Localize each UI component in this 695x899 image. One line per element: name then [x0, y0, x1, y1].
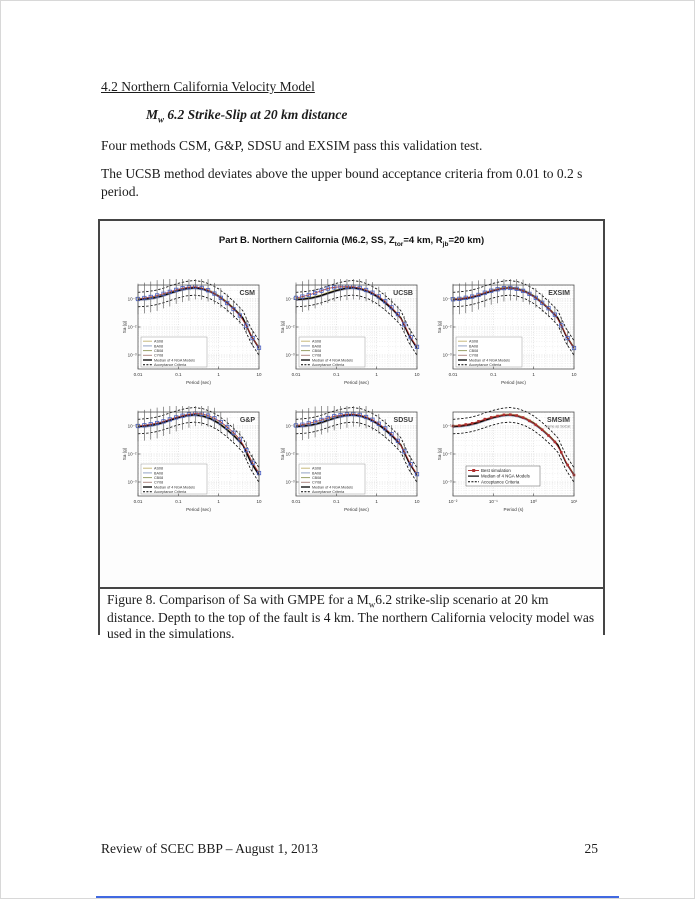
- section-heading: 4.2 Northern California Velocity Model: [101, 79, 315, 94]
- svg-text:0.1: 0.1: [175, 372, 182, 377]
- svg-text:10⁻²: 10⁻²: [127, 451, 137, 457]
- svg-text:10: 10: [414, 372, 420, 377]
- svg-text:Period (sec): Period (sec): [501, 380, 526, 385]
- svg-text:1: 1: [217, 499, 220, 504]
- svg-text:Sa (g): Sa (g): [280, 447, 285, 461]
- svg-text:0.1: 0.1: [333, 499, 340, 504]
- footer-text: Review of SCEC BBP – August 1, 2013: [101, 841, 319, 856]
- svg-text:Median of 4 NGA Models: Median of 4 NGA Models: [312, 358, 353, 363]
- svg-text:10⁻³: 10⁻³: [285, 479, 295, 485]
- svg-text:Period (sec): Period (sec): [186, 507, 211, 512]
- paragraph-pass-methods: Four methods CSM, G&P, SDSU and EXSIM pass this validation test.: [101, 138, 483, 153]
- svg-text:10⁻³: 10⁻³: [127, 352, 137, 358]
- svg-text:10⁰: 10⁰: [530, 499, 538, 504]
- svg-text:1: 1: [375, 499, 378, 504]
- svg-text:10⁻²: 10⁻²: [442, 324, 452, 330]
- svg-text:AS08: AS08: [154, 466, 164, 471]
- figure-internal-title: Part B. Northern California (M6.2, SS, $Z_{tor}=4$ km, $R_{jb}=20$ km): [218, 235, 485, 248]
- svg-text:CY08: CY08: [469, 353, 479, 358]
- svg-text:0.01: 0.01: [291, 372, 301, 377]
- svg-text:Sa (g): Sa (g): [280, 320, 285, 334]
- svg-text:EXSIM: EXSIM: [548, 290, 570, 297]
- svg-text:CB08: CB08: [469, 349, 479, 353]
- svg-text:10: 10: [256, 499, 262, 504]
- svg-text:SMSIM: SMSIM: [547, 417, 570, 424]
- svg-text:Period (sec): Period (sec): [186, 380, 211, 385]
- svg-text:10⁻¹: 10⁻¹: [127, 423, 137, 429]
- subplot-ucsb: [266, 279, 424, 391]
- svg-text:CY08: CY08: [312, 353, 322, 358]
- subscript-tor: tor: [394, 240, 404, 248]
- page-footer: [101, 841, 598, 857]
- svg-text:10⁻³: 10⁻³: [442, 352, 452, 358]
- figure-8-box: [98, 219, 605, 641]
- svg-text:Acceptance Criteria: Acceptance Criteria: [154, 490, 187, 495]
- svg-text:Median of 4 NGA Models: Median of 4 NGA Models: [154, 358, 195, 363]
- svg-text:Sa (g): Sa (g): [437, 320, 442, 334]
- svg-text:10¹: 10¹: [570, 499, 578, 504]
- svg-text:Median of 4 NGA Models: Median of 4 NGA Models: [481, 473, 530, 479]
- figure-caption: Figure 8. Comparison of Sa with GMPE for a $M_w6.2$ strike-slip scenario at 20 km distance. Depth to the top of the fault is 4 km. The northern California velocity model was used in the simulations.: [100, 587, 603, 635]
- svg-text:Acceptance Criteria: Acceptance Criteria: [469, 363, 502, 368]
- svg-text:10⁻¹: 10⁻¹: [127, 296, 137, 302]
- svg-text:10: 10: [571, 372, 577, 377]
- svg-text:10⁻²: 10⁻²: [448, 499, 458, 504]
- svg-text:10⁻²: 10⁻²: [285, 324, 295, 330]
- svg-text:Best simulation: Best simulation: [481, 468, 511, 474]
- svg-text:0.01: 0.01: [133, 372, 143, 377]
- svg-text:Period (sec): Period (sec): [344, 507, 369, 512]
- svg-text:Median of 4 NGA Models: Median of 4 NGA Models: [312, 485, 353, 490]
- svg-text:BA08: BA08: [154, 471, 164, 476]
- page-number: 25: [584, 841, 598, 856]
- svg-text:Acceptance Criteria: Acceptance Criteria: [312, 363, 345, 368]
- subplot-exsim: [423, 279, 581, 391]
- svg-text:10⁻¹: 10⁻¹: [442, 423, 452, 429]
- svg-text:Acceptance Criteria: Acceptance Criteria: [481, 479, 520, 485]
- svg-text:Median of 4 NGA Models: Median of 4 NGA Models: [154, 485, 195, 490]
- paragraph-ucsb-deviation: The UCSB method deviates above the upper bound acceptance criteria from 0.01 to 0.2 s period.: [101, 166, 583, 200]
- svg-text:10: 10: [414, 499, 420, 504]
- svg-text:BA08: BA08: [154, 344, 164, 349]
- svg-text:CB08: CB08: [312, 349, 322, 353]
- svg-text:AS08: AS08: [154, 339, 164, 344]
- svg-text:Sa (g): Sa (g): [122, 320, 127, 334]
- svg-text:0.1: 0.1: [490, 372, 497, 377]
- svg-text:0.01: 0.01: [133, 499, 143, 504]
- svg-text:1: 1: [217, 372, 220, 377]
- svg-text:SDSU: SDSU: [393, 417, 413, 424]
- svg-text:CY08: CY08: [154, 480, 164, 485]
- svg-text:Sa (g): Sa (g): [122, 447, 127, 461]
- subscript-w: w: [158, 114, 165, 125]
- svg-text:Acceptance Criteria: Acceptance Criteria: [154, 363, 187, 368]
- svg-text:10⁻²: 10⁻²: [127, 324, 137, 330]
- svg-text:CSM: CSM: [239, 290, 255, 297]
- svg-text:10⁻²: 10⁻²: [285, 451, 295, 457]
- svg-text:10⁻¹: 10⁻¹: [285, 296, 295, 302]
- svg-text:10⁻¹: 10⁻¹: [442, 296, 452, 302]
- svg-text:same as SoCal: same as SoCal: [545, 424, 570, 429]
- svg-text:10⁻¹: 10⁻¹: [488, 499, 498, 504]
- svg-text:10⁻³: 10⁻³: [127, 479, 137, 485]
- svg-text:CY08: CY08: [312, 480, 322, 485]
- subplot-smsim: [423, 406, 581, 518]
- svg-text:10⁻³: 10⁻³: [442, 479, 452, 485]
- svg-text:BA08: BA08: [312, 344, 322, 349]
- svg-text:UCSB: UCSB: [393, 290, 413, 297]
- svg-text:Period (s): Period (s): [503, 507, 524, 512]
- subscript-w: w: [368, 599, 376, 610]
- scenario-subheading: $M_w$ 6.2 Strike-Slip at 20 km distance: [146, 107, 348, 125]
- svg-text:10⁻¹: 10⁻¹: [285, 423, 295, 429]
- svg-text:G&P: G&P: [239, 417, 255, 424]
- svg-text:1: 1: [375, 372, 378, 377]
- subplot-csm: [108, 279, 266, 391]
- svg-text:BA08: BA08: [469, 344, 479, 349]
- svg-text:CB08: CB08: [154, 349, 164, 353]
- svg-text:10⁻²: 10⁻²: [442, 451, 452, 457]
- svg-text:10⁻³: 10⁻³: [285, 352, 295, 358]
- svg-text:10: 10: [256, 372, 262, 377]
- svg-text:0.01: 0.01: [291, 499, 301, 504]
- svg-text:Sa (g): Sa (g): [437, 447, 442, 461]
- bottom-blue-strip: [96, 896, 619, 898]
- svg-text:Median of 4 NGA Models: Median of 4 NGA Models: [469, 358, 510, 363]
- subplot-gp: [108, 406, 266, 518]
- subplot-sdsu: [266, 406, 424, 518]
- svg-text:Acceptance Criteria: Acceptance Criteria: [312, 490, 345, 495]
- svg-text:AS08: AS08: [312, 339, 322, 344]
- svg-text:CY08: CY08: [154, 353, 164, 358]
- svg-text:BA08: BA08: [312, 471, 322, 476]
- svg-text:Period (sec): Period (sec): [344, 380, 369, 385]
- svg-text:AS08: AS08: [469, 339, 479, 344]
- subscript-jb: jb: [442, 240, 449, 248]
- svg-text:AS08: AS08: [312, 466, 322, 471]
- svg-text:CB08: CB08: [154, 476, 164, 480]
- svg-text:0.01: 0.01: [448, 372, 458, 377]
- svg-text:1: 1: [532, 372, 535, 377]
- svg-text:0.1: 0.1: [175, 499, 182, 504]
- svg-text:CB08: CB08: [312, 476, 322, 480]
- figure-plots-area: [100, 221, 603, 587]
- svg-text:0.1: 0.1: [333, 372, 340, 377]
